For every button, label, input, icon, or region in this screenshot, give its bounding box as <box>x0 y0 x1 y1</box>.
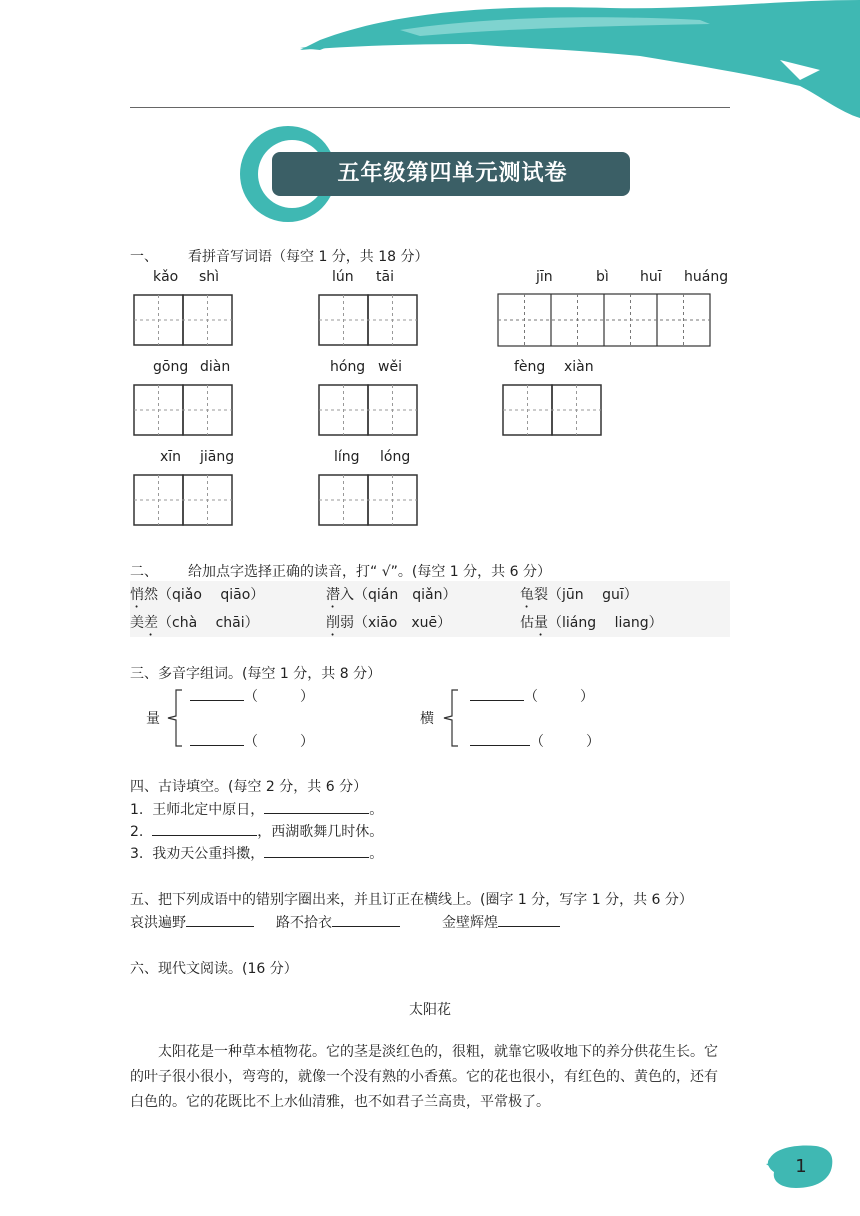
pinyin: gōng <box>153 359 189 375</box>
reading-item: 悄然（qiǎo qiāo） <box>130 587 265 603</box>
pinyin: huáng <box>684 269 729 285</box>
article-paragraph: 太阳花是一种草本植物花。它的茎是淡红色的，很粗，就靠它吸收地下的养分供花生长。它的叶子很小很小，弯弯的，就像一个没有熟的小香蕉。它的花也很小，有红色的、黄色的，还有白色的。它的花既比不上水仙清雅，也不如君子兰高贵，平常极了。 <box>130 1044 718 1110</box>
pinyin: bì <box>596 269 609 285</box>
brace <box>438 688 460 748</box>
answer-line[interactable]: （ ） <box>470 686 594 706</box>
answer-line[interactable]: （ ） <box>470 731 600 751</box>
writing-grid[interactable] <box>133 384 233 436</box>
page-title: 五年级第四单元测试卷 <box>337 161 568 186</box>
pinyin: xiàn <box>564 359 594 375</box>
pinyin: jīn <box>536 269 553 285</box>
writing-grid[interactable] <box>318 474 418 526</box>
answer-blank[interactable] <box>264 799 369 814</box>
idiom-item: 金壁辉煌 <box>442 912 560 932</box>
pinyin: huī <box>640 269 662 285</box>
answer-line[interactable]: （ ） <box>190 731 314 751</box>
article-title: 太阳花 <box>409 1002 451 1018</box>
writing-grid[interactable] <box>318 294 418 346</box>
writing-grid[interactable] <box>318 384 418 436</box>
writing-grid[interactable] <box>497 293 711 347</box>
section-2-heading: 二、 给加点字选择正确的读音，打“ √”。(每空 1 分，共 6 分） <box>130 564 551 580</box>
section-1-heading: 一、 看拼音写词语（每空 1 分，共 18 分） <box>130 249 429 265</box>
reading-item: 龟裂（jūn guī） <box>520 587 638 603</box>
section-3-heading: 三、多音字组词。(每空 1 分，共 8 分） <box>130 666 382 682</box>
reading-item: 估量（liáng liang） <box>520 615 663 631</box>
reading-item: 削弱（xiāo xuē） <box>326 615 452 631</box>
answer-blank[interactable] <box>332 912 400 927</box>
section-6-heading: 六、现代文阅读。(16 分） <box>130 961 298 977</box>
brush-decoration <box>280 0 860 120</box>
brace <box>162 688 184 748</box>
pinyin: hóng <box>330 359 366 375</box>
writing-grid[interactable] <box>133 294 233 346</box>
pinyin: xīn <box>160 449 182 465</box>
pinyin: kǎo <box>153 269 179 285</box>
header-rule <box>130 107 730 108</box>
writing-grid[interactable] <box>502 384 602 436</box>
writing-grid[interactable] <box>133 474 233 526</box>
page-number: 1 <box>795 1156 807 1177</box>
pinyin: lóng <box>380 449 411 465</box>
reading-item: 美差（chà chāi） <box>130 615 259 631</box>
pinyin: shì <box>199 269 220 285</box>
polyphone-char: 横 <box>420 711 434 727</box>
answer-blank[interactable] <box>152 821 257 836</box>
pinyin: wěi <box>378 359 402 375</box>
answer-line[interactable]: （ ） <box>190 686 314 706</box>
section-4-heading: 四、古诗填空。(每空 2 分，共 6 分） <box>130 779 368 795</box>
idiom-item: 路不拾衣 <box>276 912 400 932</box>
poem-line: 3. 我劝天公重抖擞， 。 <box>130 843 730 863</box>
answer-blank[interactable] <box>186 912 254 927</box>
idiom-item: 哀洪遍野 <box>130 912 254 932</box>
polyphone-char: 量 <box>146 711 160 727</box>
reading-item: 潜入（qián qiǎn） <box>326 587 457 603</box>
answer-blank[interactable] <box>498 912 560 927</box>
pinyin: lún <box>332 269 354 285</box>
poem-line: 2. ，西湖歌舞几时休。 <box>130 821 730 841</box>
pinyin: fèng <box>514 359 546 375</box>
section-5-heading: 五、把下列成语中的错别字圈出来，并且订正在横线上。(圈字 1 分，写字 1 分，共 6 分） <box>130 892 693 908</box>
pinyin: diàn <box>200 359 231 375</box>
poem-line: 1. 王师北定中原日， 。 <box>130 799 730 819</box>
pinyin: jiāng <box>200 449 235 465</box>
pinyin: tāi <box>376 269 394 285</box>
pinyin: líng <box>334 449 360 465</box>
answer-blank[interactable] <box>264 843 369 858</box>
